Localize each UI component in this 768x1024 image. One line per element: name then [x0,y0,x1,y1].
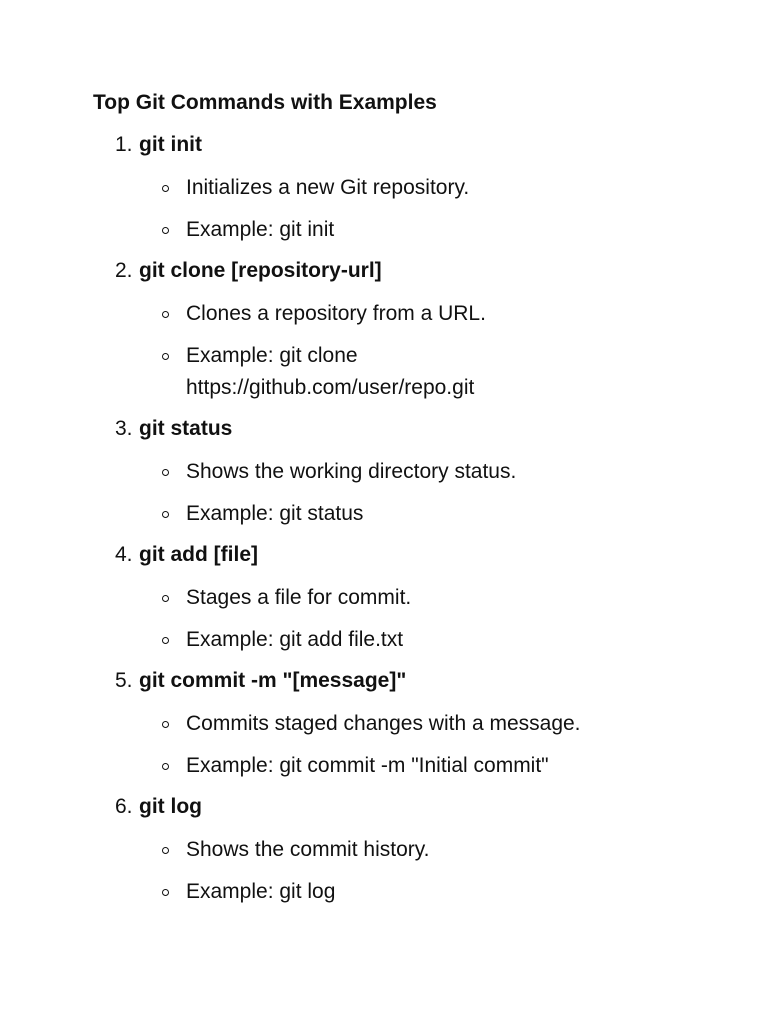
hollow-circle-bullet-icon [162,311,169,318]
command-number: 6. [115,795,133,818]
command-details [0,298,768,404]
command-item [0,414,768,530]
description-text: Shows the working directory status. [186,460,517,483]
command-name: git clone [repository-url] [139,259,382,282]
description-text: Clones a repository from a URL. [186,302,486,325]
command-example [0,750,768,782]
description-text: Stages a file for commit. [186,586,412,609]
command-description [0,708,768,740]
command-number: 3. [115,417,133,440]
hollow-circle-bullet-icon [162,763,169,770]
command-example [0,876,768,908]
description-text: Commits staged changes with a message. [186,712,581,735]
command-name: git add [file] [139,543,258,566]
example-text: Example: git clone https://github.com/user/repo.git [186,344,475,399]
hollow-circle-bullet-icon [162,847,169,854]
command-number: 5. [115,669,133,692]
command-example [0,340,768,404]
command-heading [0,256,768,298]
command-description [0,834,768,866]
example-text: Example: git status [186,502,364,525]
command-heading [0,414,768,456]
command-example [0,498,768,530]
command-heading [0,666,768,708]
hollow-circle-bullet-icon [162,637,169,644]
command-heading [0,540,768,582]
command-example [0,624,768,656]
command-number: 4. [115,543,133,566]
command-name: git commit -m "[message]" [139,669,407,692]
description-text: Initializes a new Git repository. [186,176,470,199]
hollow-circle-bullet-icon [162,185,169,192]
command-item [0,666,768,782]
hollow-circle-bullet-icon [162,889,169,896]
example-text: Example: git commit -m "Initial commit" [186,754,549,777]
document-title: Top Git Commands with Examples [93,91,437,114]
command-description [0,172,768,204]
command-item [0,256,768,404]
command-name: git init [139,133,202,156]
hollow-circle-bullet-icon [162,721,169,728]
hollow-circle-bullet-icon [162,227,169,234]
example-text: Example: git log [186,880,336,903]
command-details [0,708,768,782]
command-description [0,456,768,488]
command-item [0,540,768,656]
hollow-circle-bullet-icon [162,595,169,602]
command-description [0,582,768,614]
command-heading [0,792,768,834]
command-example [0,214,768,246]
command-number: 1. [115,133,133,156]
command-number: 2. [115,259,133,282]
command-name: git status [139,417,233,440]
command-description [0,298,768,330]
command-item [0,792,768,908]
description-text: Shows the commit history. [186,838,430,861]
example-text: Example: git add file.txt [186,628,404,651]
example-text: Example: git init [186,218,335,241]
command-details [0,834,768,908]
command-details [0,582,768,656]
command-list [0,130,768,918]
command-name: git log [139,795,202,818]
command-details [0,456,768,530]
command-item [0,130,768,246]
command-heading [0,130,768,172]
hollow-circle-bullet-icon [162,353,169,360]
hollow-circle-bullet-icon [162,469,169,476]
command-details [0,172,768,246]
hollow-circle-bullet-icon [162,511,169,518]
